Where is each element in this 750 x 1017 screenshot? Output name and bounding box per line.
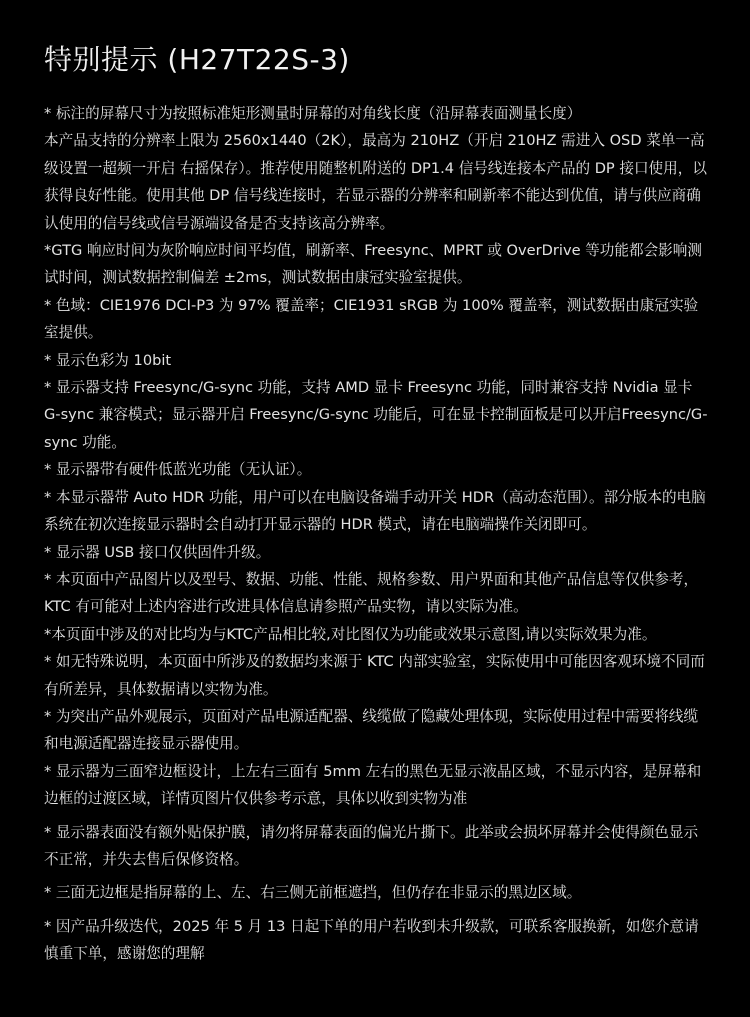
notes-list <box>44 100 708 968</box>
note-bezel: * 显示器为三面窄边框设计，上左右三面有 5mm 左右的黑色无显示液晶区域，不显示内容，是屏幕和边框的过渡区域，详情页图片仅供参考示意，具体以收到实物为准 <box>44 762 702 808</box>
note-low-blue-light: * 显示器带有硬件低蓝光功能（无认证）。 <box>44 461 312 479</box>
note-auto-hdr: * 本显示器带 Auto HDR 功能，用户可以在电脑设备端手动开关 HDR（高动态范围）。部分版本的电脑系统在初次连接显示器时会自动打开显示器的 HDR 模式，请在电脑端操作关闭即可。 <box>44 488 706 534</box>
note-usb: * 显示器 USB 接口仅供固件升级。 <box>44 543 271 561</box>
note-protective-film: * 显示器表面没有额外贴保护膜，请勿将屏幕表面的偏光片撕下。此举或会损坏屏幕并会使得颜色显示不正常，并失去售后保修资格。 <box>44 823 699 868</box>
note-color-depth: * 显示色彩为 10bit <box>44 351 172 369</box>
note-frameless: * 三面无边框是指屏幕的上、左、右三侧无前框遮挡，但仍存在非显示的黑边区域。 <box>44 884 582 902</box>
note-upgrade: * 因产品升级迭代，2025 年 5 月 13 日起下单的用户若收到未升级款，可联系客服换新，如您介意请慎重下单，感谢您的理解 <box>44 917 699 963</box>
note-comparison: *本页面中涉及的对比均为与KTC产品相比较,对比图仅为功能或效果示意图,请以实际效果为准。 <box>44 625 657 643</box>
note-resolution: 本产品支持的分辨率上限为 2560x1440（2K），最高为 210HZ（开启 210HZ 需进入 OSD 菜单一高级设置一超频一开启 右摇保存）。推荐使用随整机附送的 DP1.4 信号线连接本产品的 DP 接口使用，以获得良好性能。使用其他 DP 信号线连接时，若显示器的分辨率和刷新率不能达到优值，请与供应商确认使用的信号线或信号源端设备是否支持该高分辨率。 <box>44 132 707 232</box>
page-title: 特别提示 (H27T22S-3) <box>44 43 350 76</box>
note-freesync: * 显示器支持 Freesync/G-sync 功能，支持 AMD 显卡 Freesync 功能，同时兼容支持 Nvidia 显卡 G-sync 兼容模式；显示器开启 Freesync/G-sync 功能后，可在显卡控制面板是可以开启Freesync/G-sync 功能。 <box>44 379 708 451</box>
note-screen-size: * 标注的屏幕尺寸为按照标准矩形测量时屏幕的对角线长度（沿屏幕表面测量长度） <box>44 105 582 122</box>
note-gtg-response: *GTG 响应时间为灰阶响应时间平均值，刷新率、Freesync、MPRT 或 OverDrive 等功能都会影响测试时间，测试数据控制偏差 ±2ms，测试数据由康冠实验室提供。 <box>44 242 702 287</box>
note-cable-hidden: * 为突出产品外观展示，页面对产品电源适配器、线缆做了隐藏处理体现，实际使用过程中需要将线缆和电源适配器连接显示器使用。 <box>44 707 699 753</box>
note-product-images: * 本页面中产品图片以及型号、数据、功能、性能、规格参数、用户界面和其他产品信息等仅供参考，KTC 有可能对上述内容进行改进具体信息请参照产品实物，请以实际为准。 <box>44 570 699 616</box>
note-color-gamut: * 色域：CIE1976 DCI-P3 为 97% 覆盖率；CIE1931 sRGB 为 100% 覆盖率，测试数据由康冠实验室提供。 <box>44 296 699 342</box>
note-lab-data: * 如无特殊说明，本页面中所涉及的数据均来源于 KTC 内部实验室，实际使用中可能因客观环境不同而有所差异，具体数据请以实物为准。 <box>44 653 705 698</box>
